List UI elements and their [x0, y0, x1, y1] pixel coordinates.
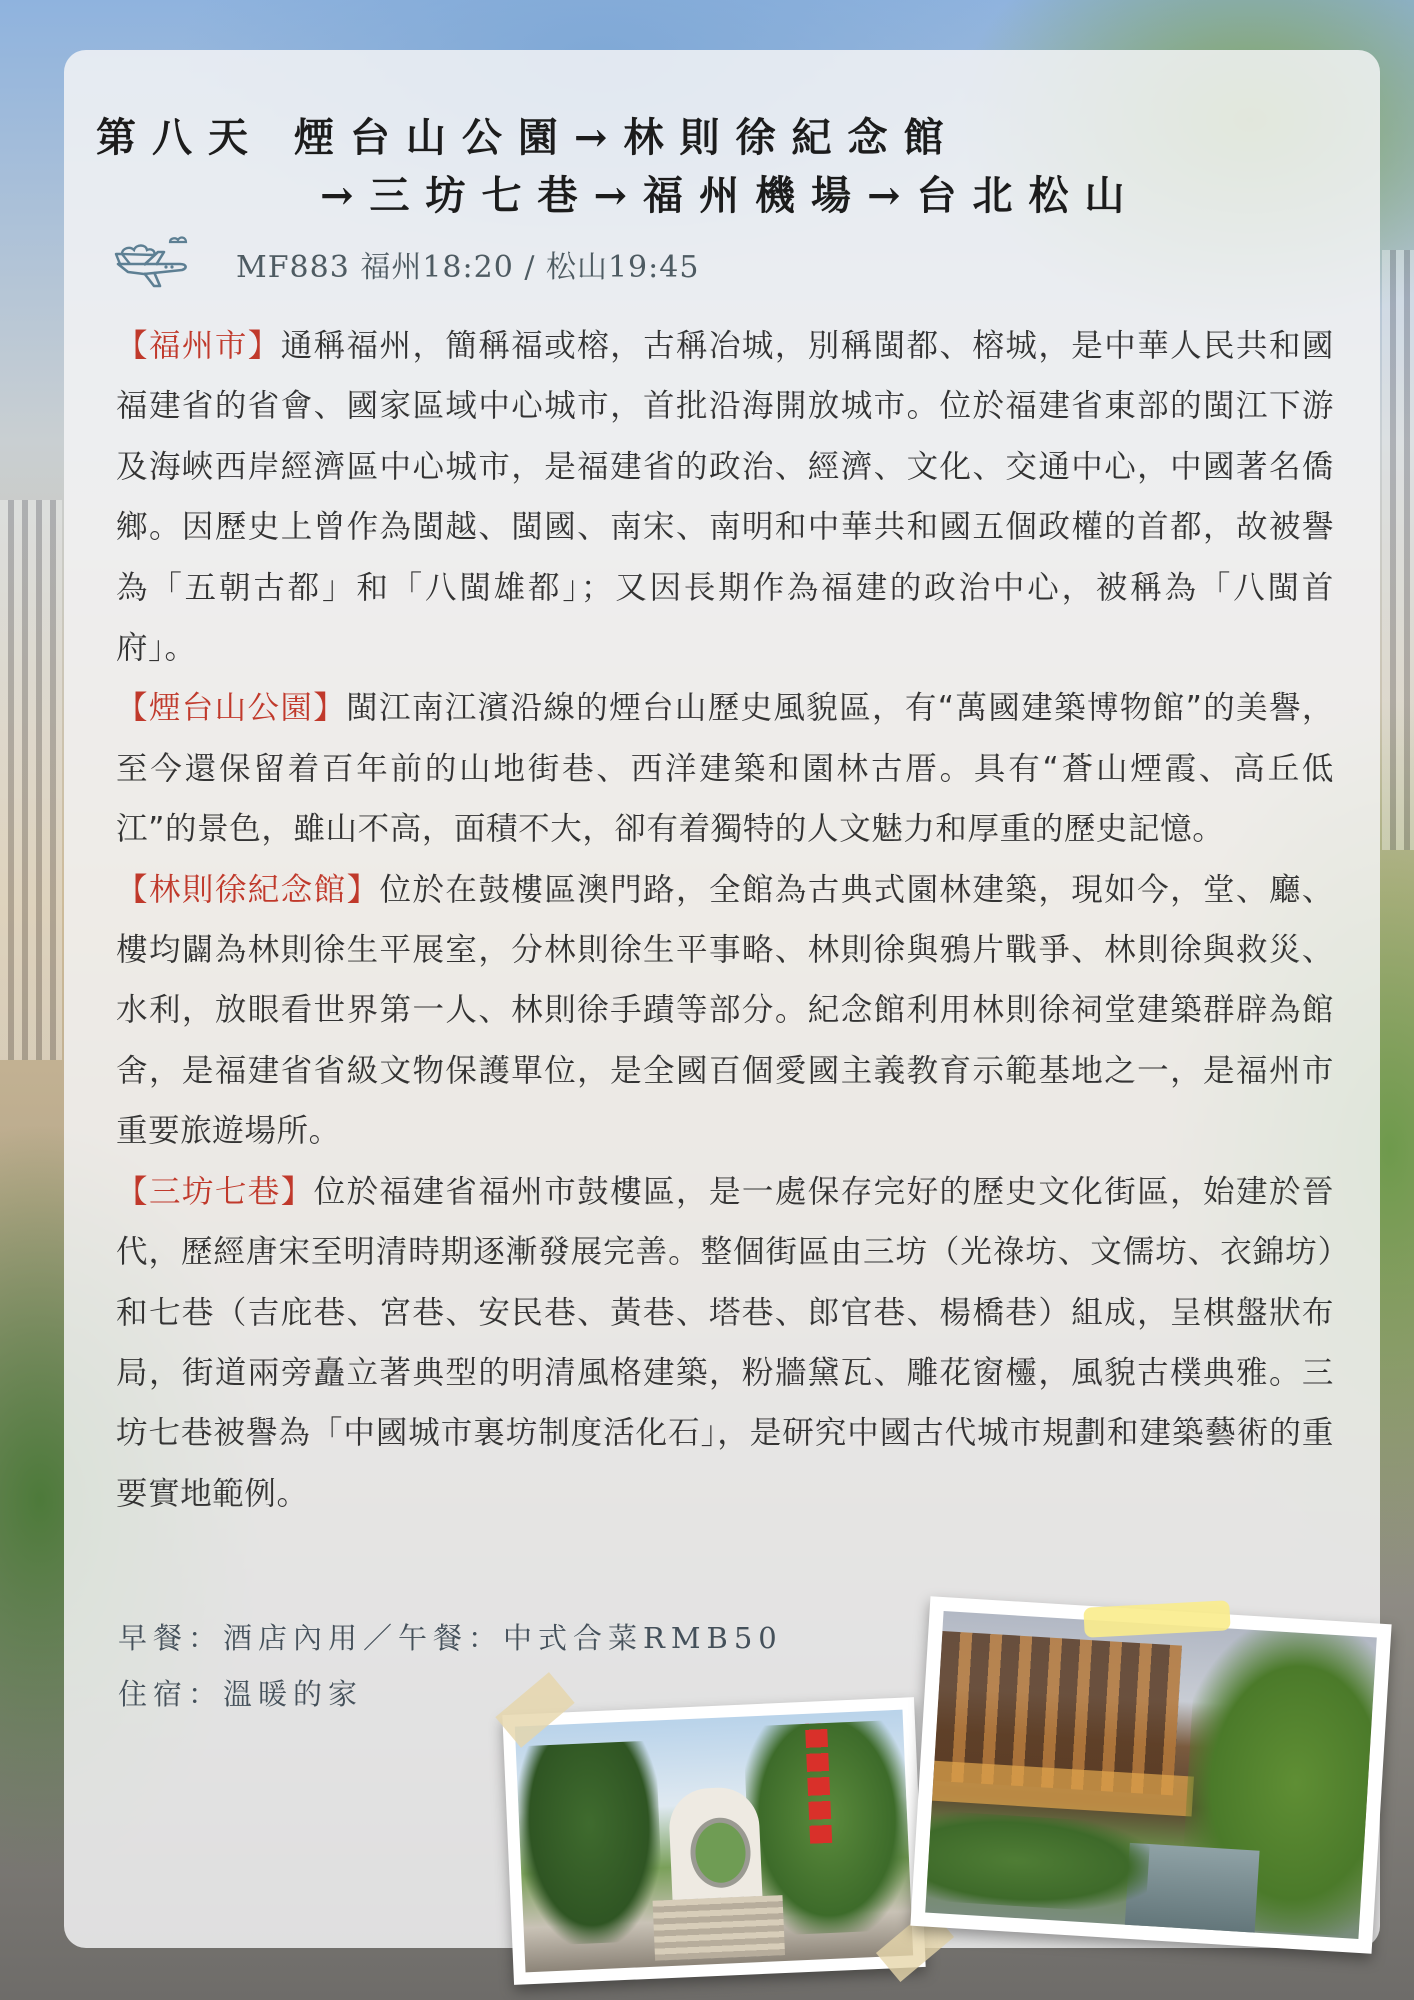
- page-title-line-1: 第八天 煙台山公園→林則徐紀念館: [96, 114, 960, 161]
- section-sanfang: [116, 1162, 1334, 1524]
- background-building-left: [0, 500, 62, 1060]
- photo-image: [925, 1611, 1377, 1939]
- flight-text: MF883 福州18:20 / 松山19:45: [236, 250, 700, 285]
- section-linzexu: [116, 860, 1334, 1162]
- photo-image: [515, 1710, 913, 1973]
- section-text: 位於福建省福州市鼓樓區，是一處保存完好的歷史文化街區，始建於晉代，歷經唐宋至明清時期逐漸發展完善。整個街區由三坊（光祿坊、文儒坊、衣錦坊）和七巷（吉庇巷、宮巷、安民巷、黃巷、塔巷、郎官巷、楊橋巷）組成，呈棋盤狀布局，街道兩旁矗立著典型的明清風格建築，粉牆黛瓦、雕花窗欞，風貌古樸典雅。三坊七巷被譽為「中國城市裏坊制度活化石」，是研究中國古代城市規劃和建築藝術的重要實地範例。: [116, 1173, 1334, 1512]
- background-building-right: [1382, 250, 1414, 850]
- section-heading: 【三坊七巷】: [116, 1173, 314, 1210]
- flight-info: [114, 226, 190, 296]
- article-body: [116, 316, 1334, 1524]
- section-text: 位於在鼓樓區澳門路，全館為古典式園林建築，現如今，堂、廳、樓均闢為林則徐生平展室，分林則徐生平事略、林則徐與鴉片戰爭、林則徐與救災、水利，放眼看世界第一人、林則徐手蹟等部分。紀念館利用林則徐祠堂建築群辟為館舍，是福建省省級文物保護單位，是全國百個愛國主義教育示範基地之一，是福州市重要旅遊場所。: [116, 871, 1334, 1150]
- section-fuzhou: [116, 316, 1334, 678]
- section-heading: 【福州市】: [116, 328, 281, 364]
- section-yantaishan: [116, 678, 1334, 859]
- photo-yantaishan-park: [502, 1697, 925, 1985]
- photo-sanfang-qixiang: [910, 1596, 1391, 1954]
- page-title-line-2: →三坊七巷→福州機場→台北松山: [320, 172, 1141, 219]
- lodging-info: 住宿：溫暖的家: [118, 1677, 364, 1711]
- airplane-icon: [114, 224, 190, 298]
- section-text: 閩江南江濱沿線的煙台山歷史風貌區，有“萬國建築博物館”的美譽，至今還保留着百年前的山地街巷、西洋建築和園林古厝。具有“蒼山煙霞、高丘低江”的景色，雖山不高，面積不大，卻有着獨特的人文魅力和厚重的歷史記憶。: [116, 690, 1334, 848]
- meals-info: 早餐：酒店內用／午餐：中式合菜RMB50: [118, 1621, 783, 1655]
- section-heading: 【林則徐紀念館】: [116, 871, 380, 908]
- section-text: 通稱福州，簡稱福或榕，古稱冶城，別稱閩都、榕城，是中華人民共和國福建省的省會、國家區域中心城市，首批沿海開放城市。位於福建省東部的閩江下游及海峽西岸經濟區中心城市，是福建省的政治、經濟、文化、交通中心，中國著名僑鄉。因歷史上曾作為閩越、閩國、南宋、南明和中華共和國五個政權的首都，故被譽為「五朝古都」和「八閩雄都」；又因長期作為福建的政治中心，被稱為「八閩首府」。: [116, 328, 1334, 667]
- section-heading: 【煙台山公園】: [116, 690, 347, 727]
